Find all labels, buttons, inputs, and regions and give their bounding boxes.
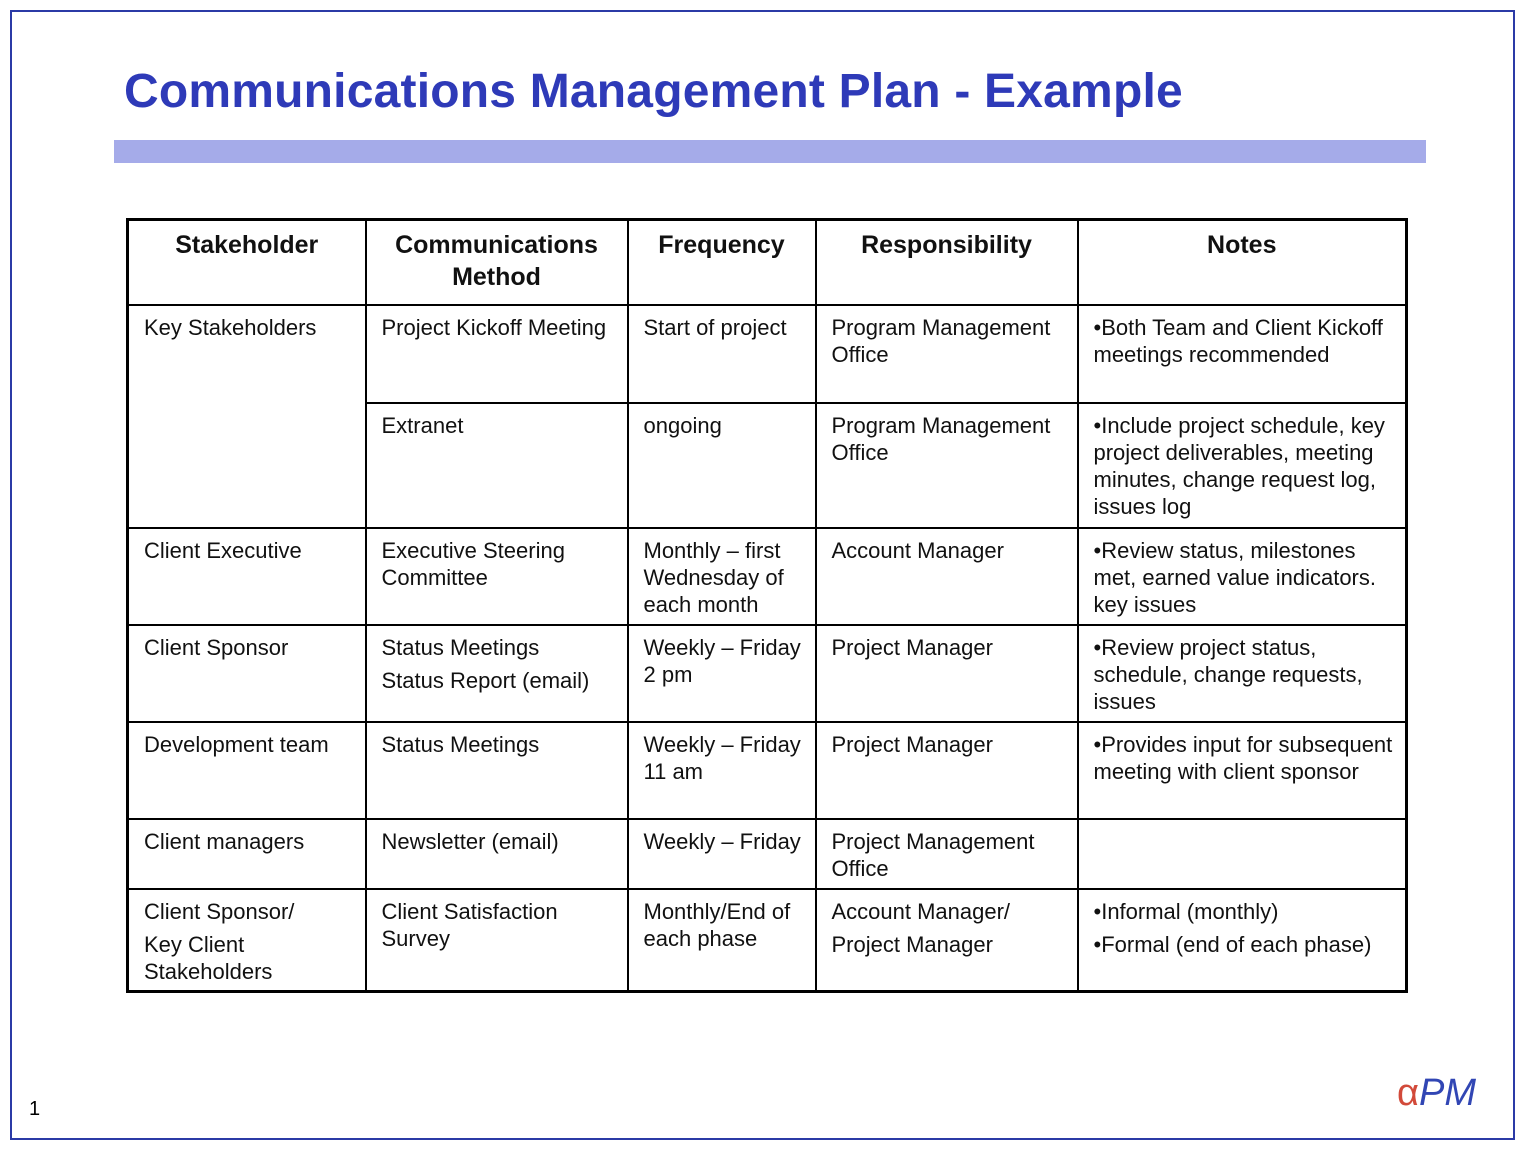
cell-responsibility: Program Management Office (816, 305, 1078, 403)
logo-text: PM (1418, 1072, 1476, 1114)
cell-method: Client Satisfaction Survey (366, 889, 628, 992)
cell-responsibility: Project Manager (816, 625, 1078, 722)
cell-responsibility (816, 889, 1078, 992)
cell-notes-line1: •Informal (monthly) (1093, 898, 1279, 924)
cell-method: Newsletter (email) (366, 819, 628, 889)
cell-notes-line2: •Formal (end of each phase) (1093, 931, 1372, 957)
cell-notes: •Both Team and Client Kickoff meetings recommended (1078, 305, 1407, 403)
header-stakeholder: Stakeholder (128, 220, 366, 305)
table-row (128, 722, 1407, 819)
cell-responsibility: Project Management Office (816, 819, 1078, 889)
title-underline-bar (114, 140, 1426, 163)
table-row (128, 305, 1407, 403)
cell-stakeholder: Client Executive (128, 528, 366, 625)
cell-method: Extranet (366, 403, 628, 528)
table-row (128, 819, 1407, 889)
cell-method: Project Kickoff Meeting (366, 305, 628, 403)
communications-plan-table (126, 218, 1408, 993)
cell-method-line1: Status Meetings (381, 634, 540, 660)
table-row (128, 625, 1407, 722)
cell-notes: •Include project schedule, key project deliverables, meeting minutes, change request log, issues log (1078, 403, 1407, 528)
cell-frequency: ongoing (628, 403, 816, 528)
cell-method (366, 625, 628, 722)
apm-logo (1397, 1072, 1476, 1115)
cell-method: Status Meetings (366, 722, 628, 819)
cell-stakeholder: Client managers (128, 819, 366, 889)
cell-responsibility: Account Manager (816, 528, 1078, 625)
cell-stakeholder: Development team (128, 722, 366, 819)
cell-notes (1078, 889, 1407, 992)
cell-notes: •Review status, milestones met, earned value indicators. key issues (1078, 528, 1407, 625)
header-frequency: Frequency (628, 220, 816, 305)
cell-notes: •Review project status, schedule, change requests, issues (1078, 625, 1407, 722)
cell-responsibility: Program Management Office (816, 403, 1078, 528)
cell-stakeholder-line1: Client Sponsor/ (144, 898, 295, 924)
cell-responsibility: Project Manager (816, 722, 1078, 819)
header-responsibility: Responsibility (816, 220, 1078, 305)
cell-frequency: Start of project (628, 305, 816, 403)
header-method-line1: Communications (395, 231, 598, 259)
cell-responsibility-line1: Account Manager/ (831, 898, 1011, 924)
header-communications-method (366, 220, 628, 305)
header-method-line2: Method (452, 263, 541, 291)
slide-title: Communications Management Plan - Example (124, 65, 1183, 118)
page-number: 1 (29, 1098, 41, 1120)
table-row (128, 889, 1407, 992)
cell-responsibility-line2: Project Manager (831, 931, 993, 957)
cell-stakeholder: Key Stakeholders (128, 305, 366, 528)
cell-frequency: Weekly – Friday 11 am (628, 722, 816, 819)
table-row (128, 528, 1407, 625)
cell-frequency: Weekly – Friday (628, 819, 816, 889)
cell-stakeholder-line2: Key Client Stakeholders (144, 931, 273, 984)
cell-notes: •Provides input for subsequent meeting with client sponsor (1078, 722, 1407, 819)
cell-frequency: Weekly – Friday 2 pm (628, 625, 816, 722)
cell-method-line2: Status Report (email) (381, 667, 590, 693)
cell-method: Executive Steering Committee (366, 528, 628, 625)
logo-alpha: α (1397, 1072, 1419, 1114)
cell-notes (1078, 819, 1407, 889)
cell-frequency: Monthly/End of each phase (628, 889, 816, 992)
cell-stakeholder (128, 889, 366, 992)
cell-stakeholder: Client Sponsor (128, 625, 366, 722)
table-header-row (128, 220, 1407, 305)
cell-frequency: Monthly – first Wednesday of each month (628, 528, 816, 625)
header-notes: Notes (1078, 220, 1407, 305)
